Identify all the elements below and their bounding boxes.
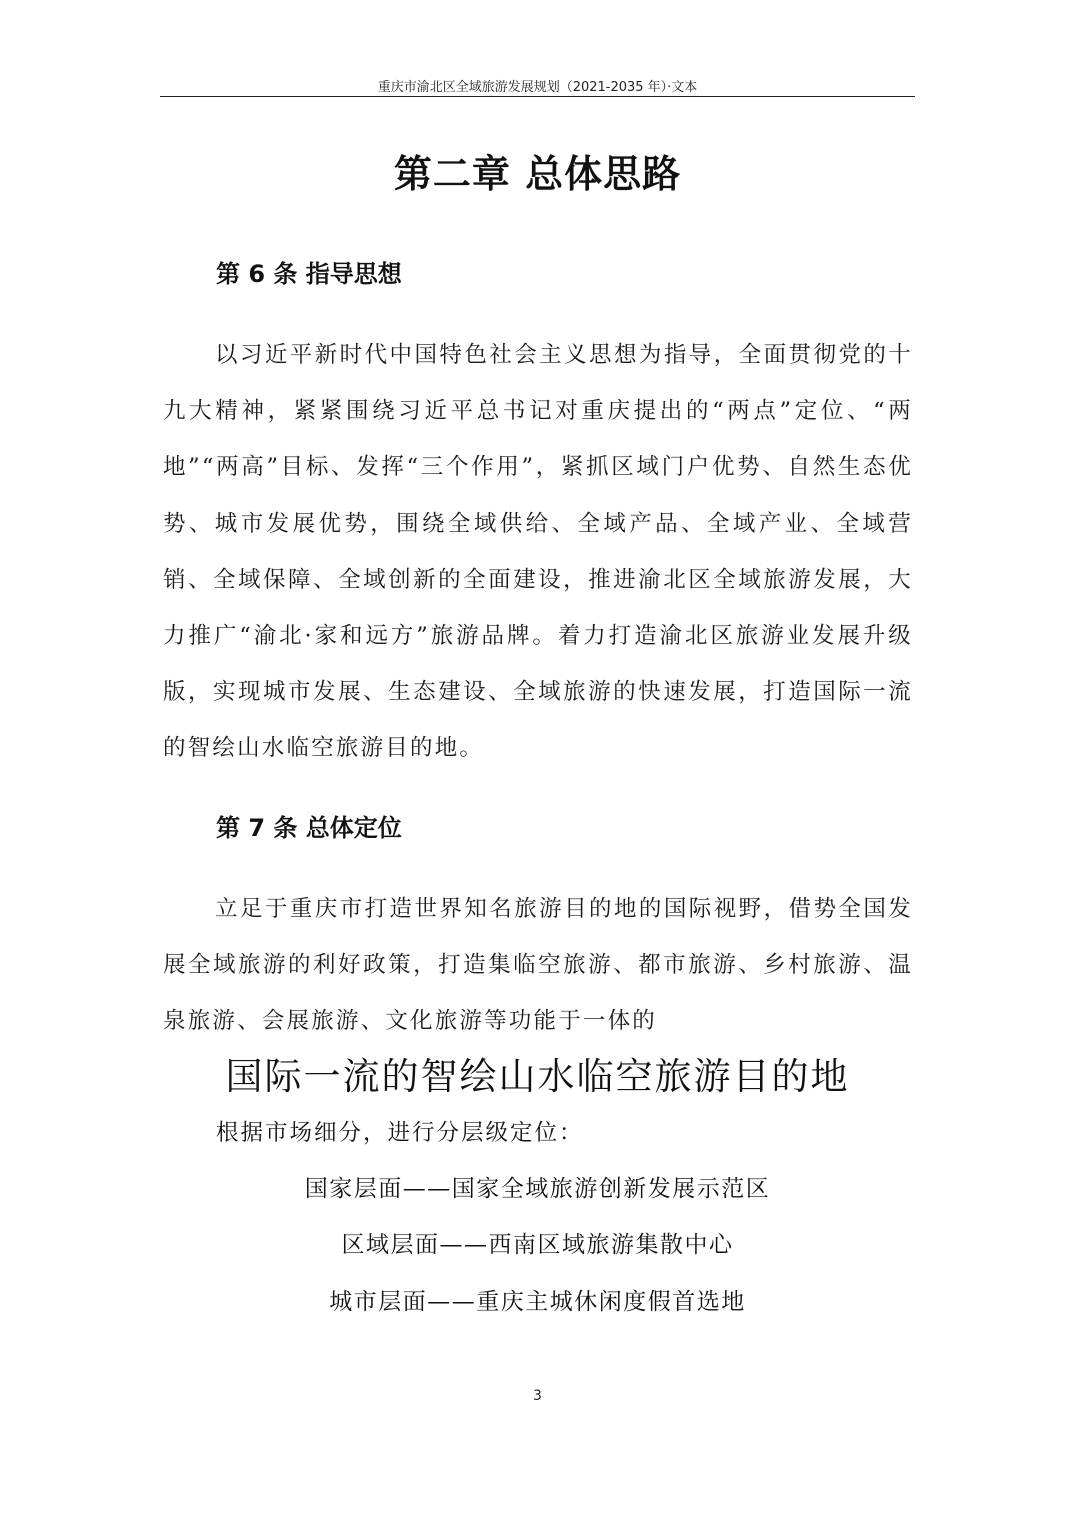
positioning-slogan: 国际一流的智绘山水临空旅游目的地 bbox=[225, 1055, 850, 1098]
article-7-heading: 第 7 条 总体定位 bbox=[216, 814, 402, 842]
header-divider bbox=[160, 96, 915, 97]
level-city: 城市层面——重庆主城休闲度假首选地 bbox=[329, 1289, 746, 1315]
article-7-paragraph: 立足于重庆市打造世界知名旅游目的地的国际视野，借势全国发展全域旅游的利好政策，打造集临空旅游、都市旅游、乡村旅游、温泉旅游、会展旅游、文化旅游等功能于一体的 bbox=[163, 896, 913, 1035]
level-regional: 区域层面——西南区域旅游集散中心 bbox=[341, 1232, 734, 1258]
page-number: 3 bbox=[533, 1388, 542, 1404]
article-6-paragraph: 以习近平新时代中国特色社会主义思想为指导，全面贯彻党的十九大精神，紧紧围绕习近平总书记对重庆提出的“两点”定位、“两地”“两高”目标、发挥“三个作用”，紧抓区域门户优势、自然生态优势、城市发展优势，围绕全域供给、全域产品、全域产业、全域营销、全域保障、全域创新的全面建设，推进渝北区全域旅游发展，大力推广“渝北·家和远方”旅游品牌。着力打造渝北区旅游业发展升级版，实现城市发展、生态建设、全域旅游的快速发展，打造国际一流的智绘山水临空旅游目的地。 bbox=[163, 342, 913, 762]
level-national: 国家层面——国家全域旅游创新发展示范区 bbox=[304, 1176, 771, 1202]
chapter-title: 第二章 总体思路 bbox=[393, 152, 682, 196]
running-header: 重庆市渝北区全域旅游发展规划（2021-2035 年）·文本 bbox=[377, 80, 698, 95]
positioning-intro: 根据市场细分，进行分层级定位： bbox=[216, 1120, 584, 1146]
article-6-heading: 第 6 条 指导思想 bbox=[216, 260, 402, 288]
